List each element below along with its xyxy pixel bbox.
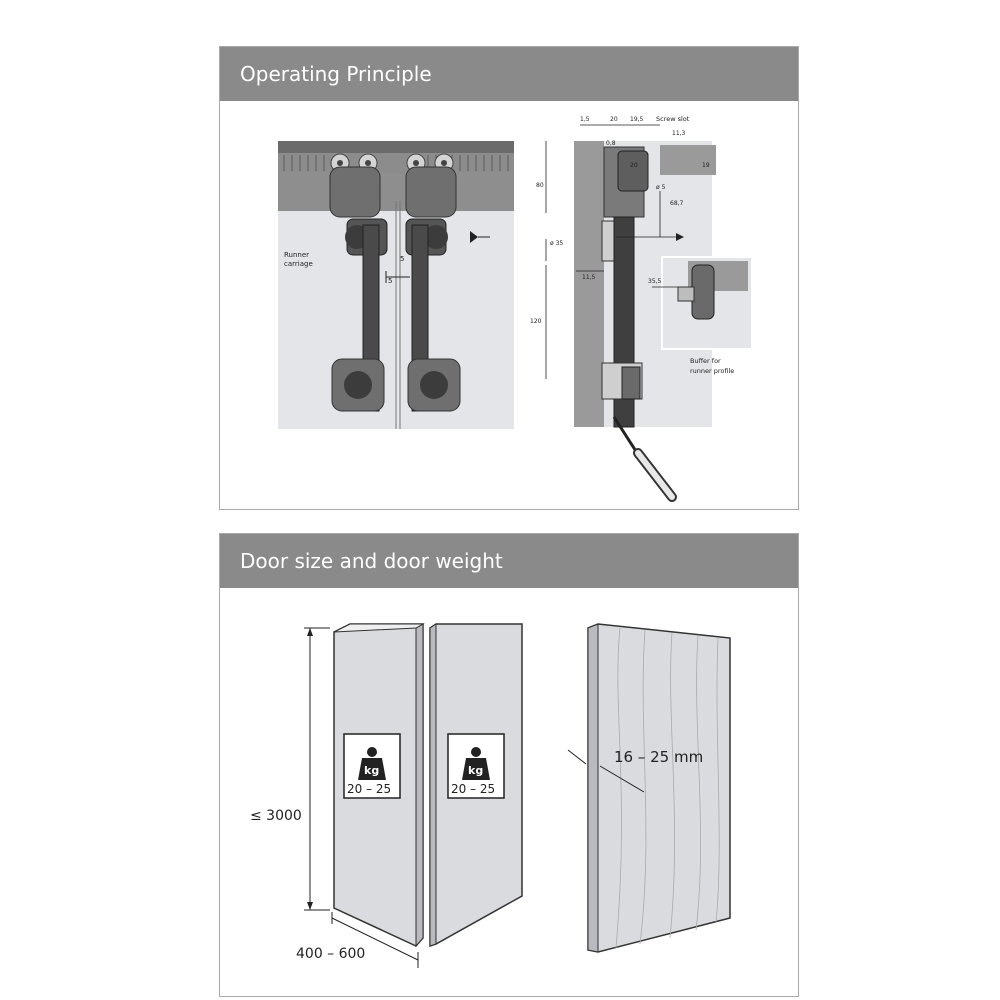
door-width-label: 400 – 600 [296, 946, 366, 962]
weight-range-right: 20 – 25 [451, 782, 496, 796]
profile-section-view [546, 125, 752, 497]
buffer-label-2: runner profile [690, 367, 735, 375]
dimension-11-5: 11,5 [582, 274, 596, 281]
buffer-label-1: Buffer for [690, 357, 721, 365]
wood-panel [588, 624, 730, 952]
door-size-panel [219, 533, 799, 997]
operating-principle-title: Operating Principle [220, 47, 798, 101]
operating-principle-panel [219, 46, 799, 510]
dimension-1-5: 1,5 [580, 116, 590, 123]
dimension-5-lower: 5 [388, 277, 393, 285]
dimension-0-8: 0,8 [606, 140, 616, 147]
dimension-68-7: 68,7 [670, 200, 684, 207]
runner-carriage-front-view [278, 141, 514, 429]
dimension-20-b: 20 [630, 162, 638, 169]
door-size-title: Door size and door weight [220, 534, 798, 588]
dimension-5-upper: 5 [400, 255, 405, 263]
runner-carriage-label-2: carriage [284, 260, 313, 268]
dimension-19: 19 [702, 162, 710, 169]
dimension-diameter-5: ø 5 [656, 184, 666, 191]
weight-unit-right: kg [468, 764, 484, 777]
dimension-20: 20 [610, 116, 618, 123]
screw-slot-label: Screw slot [656, 115, 690, 123]
dimension-diameter-35: ø 35 [550, 240, 564, 247]
weight-unit-left: kg [364, 764, 380, 777]
dimension-11-3: 11,3 [672, 130, 686, 137]
runner-carriage-label-1: Runner [284, 251, 310, 259]
weight-range-left: 20 – 25 [347, 782, 392, 796]
dimension-80: 80 [536, 182, 544, 189]
operating-principle-drawing [220, 101, 798, 509]
dimension-35-5: 35,5 [648, 278, 662, 285]
dimension-19-5: 19,5 [630, 116, 644, 123]
door-thickness-label: 16 – 25 mm [614, 748, 704, 766]
door-size-drawing [220, 588, 798, 996]
door-height-label: ≤ 3000 [250, 808, 302, 824]
height-dimension [304, 628, 330, 910]
dimension-120: 120 [530, 318, 542, 325]
